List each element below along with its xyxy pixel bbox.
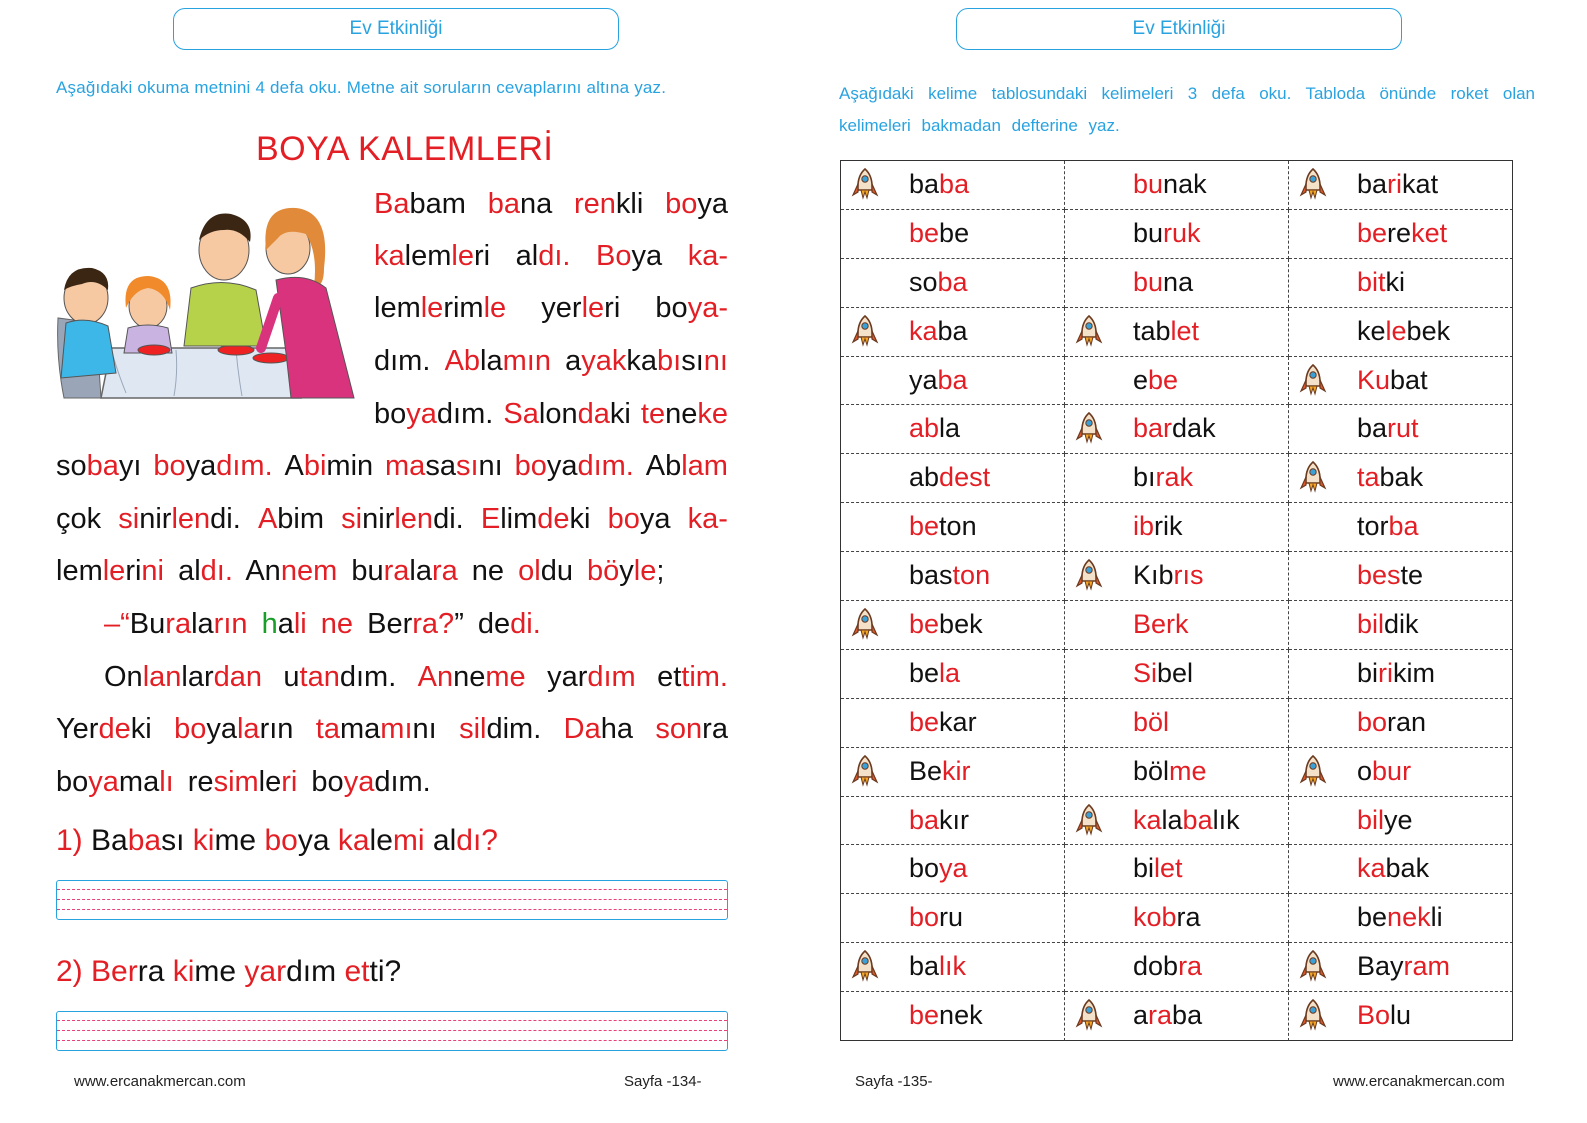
word-cell [1289,845,1513,894]
story-word: çok [56,503,102,535]
word-cell [1289,601,1513,650]
word-text: araba [1133,1000,1203,1031]
word-text: dobra [1133,951,1203,982]
question-2: 2) Berra kime yardım etti? [56,955,402,988]
word-cell [1289,405,1513,454]
story-word: boyadım. [514,450,634,482]
word-text: bereket [1357,217,1448,248]
right-page-instruction: Aşağıdaki kelime tablosundaki kelimeleri 3 defa oku. Tabloda önünde roket olan kelimeleri bakmadan defterine yaz. [839,84,1535,135]
story-line: –“Buraların hali ne Berra?” dedi. [104,608,541,640]
story-word: tamamını [315,713,437,745]
word-text: ebe [1133,364,1179,395]
word-table [840,160,1513,1041]
word-cell [1289,748,1513,797]
word-text: bebe [909,217,970,248]
story-word: boya- [655,292,728,324]
story-word: utandım. [283,661,397,693]
story-word: Boya [596,240,663,272]
word-cell [1065,357,1289,406]
word-cell [1065,797,1289,846]
footer-page-number: Sayfa -135- [855,1073,933,1090]
word-cell [1289,503,1513,552]
word-cell [1065,161,1289,210]
rocket-icon [1075,412,1103,448]
word-text: bilet [1133,853,1183,884]
word-cell [1065,454,1289,503]
word-text: bitki [1357,266,1406,297]
story-line [374,398,728,431]
footer-site[interactable]: www.ercanakmercan.com [1333,1073,1505,1090]
word-cell [1065,894,1289,943]
word-text: abdest [909,462,991,493]
family-illustration [56,198,356,403]
story-word: ka- [687,503,728,535]
story-word: Daha [563,713,633,745]
word-text: Berk [1133,609,1189,640]
story-word: sonra [655,713,728,745]
word-cell [1289,259,1513,308]
word-cell [841,797,1065,846]
word-cell [1065,210,1289,259]
footer-site[interactable]: www.ercanakmercan.com [74,1073,246,1090]
rocket-icon [1299,364,1327,400]
word-text: Kıbrıs [1133,560,1204,591]
story-word: sobayı [56,450,142,482]
story-word: bana [487,188,553,220]
word-cell [1065,259,1289,308]
rocket-icon [1299,999,1327,1035]
rocket-icon [1075,804,1103,840]
story-word: boyaların [174,713,294,745]
left-page-header: Ev Etkinliği [173,8,619,50]
word-cell [1065,601,1289,650]
story-word: boyadım. [374,398,494,430]
word-text: bakır [909,804,970,835]
story-word: lemlerimle [374,292,507,324]
word-text: Bolu [1357,1000,1412,1031]
word-cell [1065,650,1289,699]
story-word: teneke [640,398,728,430]
word-cell [1289,650,1513,699]
word-text: kalabalık [1133,804,1240,835]
rocket-icon [1075,999,1103,1035]
word-cell [1289,894,1513,943]
word-cell [841,552,1065,601]
story-word: sinirlendi. [341,503,464,535]
word-text: bilye [1357,804,1413,835]
story-word: yerleri [541,292,621,324]
word-text: Kubat [1357,364,1428,395]
word-cell [841,943,1065,992]
story-word: sildim. [459,713,542,745]
word-text: beste [1357,560,1424,591]
word-text: obur [1357,755,1412,786]
story-word: boyadım. [153,450,273,482]
right-page-header: Ev Etkinliği [956,8,1402,50]
word-cell [841,845,1065,894]
word-cell [1289,454,1513,503]
story-word: aldı. [515,240,571,272]
word-text: barut [1357,413,1419,444]
word-text: kobra [1133,902,1201,933]
right-page [793,0,1587,1123]
story-word: dım. [374,345,431,377]
story-line [374,188,728,221]
story-word: yardım [547,661,636,693]
story-line [56,713,728,746]
word-cell [841,259,1065,308]
story-word: Salondaki [503,398,631,430]
rocket-icon [1299,950,1327,986]
word-text: balık [909,951,967,982]
story-word: Anneme [417,661,526,693]
story-word: boya [665,188,728,220]
rocket-icon [851,168,879,204]
word-cell [1065,503,1289,552]
story-line [374,292,728,325]
word-text: bebek [909,609,983,640]
word-text: kaba [909,315,968,346]
word-text: benekli [1357,902,1443,933]
word-text: bela [909,657,961,688]
word-text: Bekir [909,755,971,786]
word-text: benek [909,1000,983,1031]
word-cell [841,210,1065,259]
word-text: bardak [1133,413,1216,444]
story-line: boyamalı resimleri boyadım. [56,766,431,798]
word-text: buna [1133,266,1194,297]
word-cell [1065,845,1289,894]
word-cell [841,405,1065,454]
word-text: abla [909,413,961,444]
word-text: birikim [1357,657,1436,688]
word-text: beton [909,511,977,542]
word-cell [841,308,1065,357]
story-word: boya [607,503,671,535]
word-text: baba [909,169,970,199]
word-text: buruk [1133,217,1201,248]
word-cell [1289,699,1513,748]
word-cell [1065,552,1289,601]
word-text: ibrik [1133,511,1183,542]
word-cell [841,650,1065,699]
word-cell [841,699,1065,748]
story-line [104,661,728,694]
word-text: kelebek [1357,315,1451,346]
story-line [56,450,728,483]
word-text: tabak [1357,462,1424,493]
word-cell [1289,308,1513,357]
story-word: kalemleri [374,240,491,272]
word-text: bunak [1133,169,1207,199]
story-word: sinirlendi. [118,503,241,535]
word-cell [1065,699,1289,748]
word-cell [841,748,1065,797]
word-text: kabak [1357,853,1430,884]
word-text: böl [1133,706,1170,737]
footer-page-number: Sayfa -134- [624,1073,702,1090]
answer-box-2[interactable] [56,1011,728,1051]
word-cell [841,454,1065,503]
word-cell [1065,943,1289,992]
word-cell [1065,405,1289,454]
rocket-icon [1075,559,1103,595]
story-line [56,503,728,536]
story-word: ayakkabısını [565,345,728,377]
rocket-icon [851,950,879,986]
rocket-icon [1075,315,1103,351]
answer-box-1[interactable] [56,880,728,920]
word-cell [1289,992,1513,1041]
rocket-icon [1299,168,1327,204]
story-line: lemlerini aldı. Annem buralara ne oldu böyle; [56,555,665,587]
word-cell [1065,992,1289,1041]
left-page [0,0,793,1123]
word-text: baston [909,560,991,591]
rocket-icon [851,608,879,644]
word-cell [841,503,1065,552]
word-text: soba [909,266,968,297]
word-cell [841,357,1065,406]
story-word: Elimdeki [480,503,591,535]
word-cell [1289,943,1513,992]
word-text: boya [909,853,968,884]
story-word: ka- [687,240,728,272]
word-cell [1065,308,1289,357]
story-word: Onlanlardan [104,661,263,693]
rocket-icon [1299,461,1327,497]
word-text: boran [1357,706,1427,737]
word-text: Sibel [1133,657,1194,688]
word-text: Bayram [1357,951,1451,982]
word-cell [1289,210,1513,259]
word-cell [1289,161,1513,210]
word-text: tablet [1133,315,1200,346]
story-word: masasını [385,450,503,482]
rocket-icon [851,755,879,791]
word-text: yaba [909,364,968,395]
story-title: BOYA KALEMLERİ [256,130,554,168]
word-text: bekar [909,706,977,737]
story-word: Yerdeki [56,713,152,745]
left-page-instruction: Aşağıdaki okuma metnini 4 defa oku. Metne ait soruların cevaplarını altına yaz. [56,78,667,97]
story-word: Abim [257,503,325,535]
word-text: bildik [1357,609,1419,640]
word-text: bölme [1133,755,1207,786]
word-text: barikat [1357,169,1439,199]
story-word: ettim. [657,661,728,693]
story-line [374,345,728,378]
word-cell [1289,797,1513,846]
question-1: 1) Babası kime boya kalemi aldı? [56,824,498,857]
rocket-icon [1299,755,1327,791]
word-cell [841,161,1065,210]
word-cell [841,601,1065,650]
word-text: boru [909,902,964,933]
story-word: Ablam [645,450,728,482]
word-cell [1289,552,1513,601]
story-word: Ablamın [444,345,551,377]
word-cell [1065,748,1289,797]
word-text: bırak [1133,462,1194,493]
story-word: Abimin [284,450,374,482]
word-cell [1289,357,1513,406]
story-line [374,240,728,273]
story-word: Babam [374,188,466,220]
word-cell [841,894,1065,943]
story-word: renkli [574,188,644,220]
rocket-icon [851,315,879,351]
word-text: torba [1357,511,1419,542]
word-cell [841,992,1065,1041]
